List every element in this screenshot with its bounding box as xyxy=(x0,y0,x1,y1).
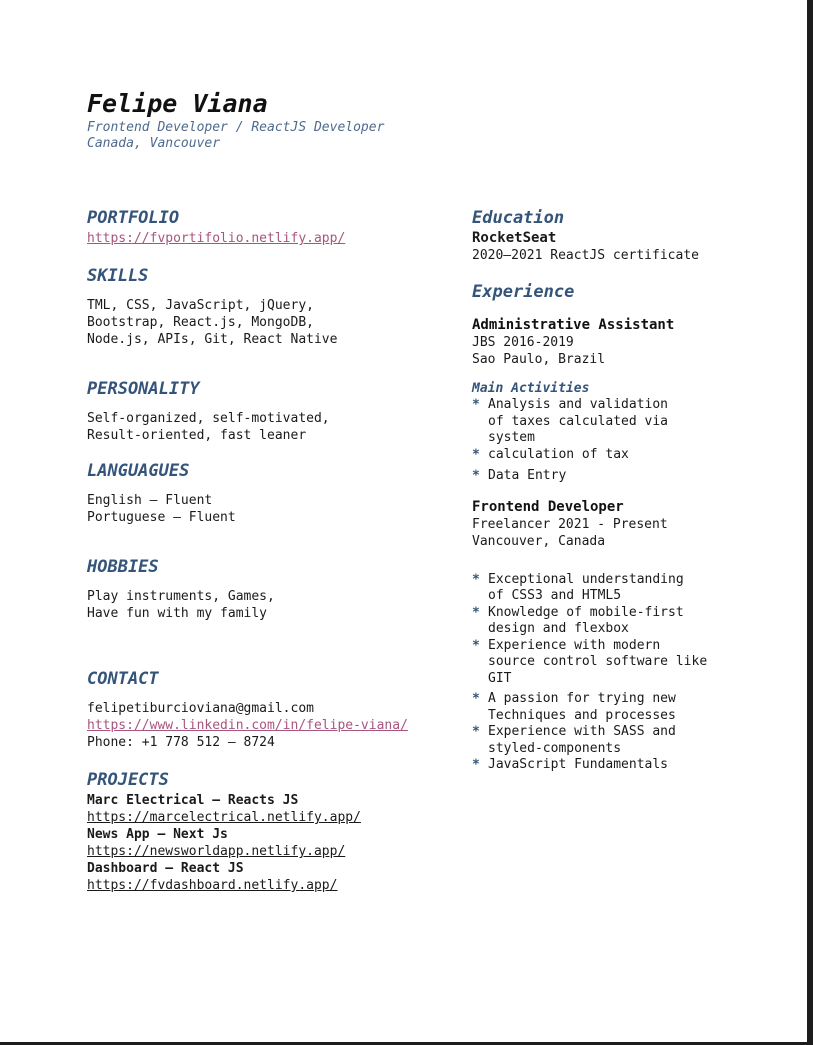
project-name: News App – Next Js xyxy=(87,827,228,842)
portfolio-title: PORTFOLIO xyxy=(87,208,180,228)
job-title: Frontend Developer xyxy=(472,498,624,515)
bullet-text: A passion for trying new Techniques and processes xyxy=(488,691,676,723)
resume-header xyxy=(87,88,384,152)
job-bullets xyxy=(472,572,772,774)
activity-bullet xyxy=(472,397,772,447)
bullet-text: Knowledge of mobile-first design and flexbox xyxy=(488,604,684,636)
projects-section xyxy=(87,768,447,894)
project-name: Dashboard – React JS xyxy=(87,861,244,876)
bullet-star-icon: * xyxy=(472,724,480,739)
contact-email[interactable]: felipetiburcioviana@gmail.com xyxy=(87,701,314,716)
bullet-text: Experience with SASS and styled-components xyxy=(488,724,676,756)
bullet-text: Exceptional understanding of CSS3 and HTML5 xyxy=(488,571,684,603)
contact-section xyxy=(87,667,447,751)
bullet-text: Experience with modern source control software like GIT xyxy=(488,637,708,686)
candidate-name: Felipe Viana xyxy=(87,89,268,118)
portfolio-section xyxy=(87,206,447,247)
personality-section xyxy=(87,377,447,444)
bullet-text: JavaScript Fundamentals xyxy=(488,757,669,772)
languages-title: LANGUAGUES xyxy=(87,461,190,481)
job-place: Vancouver, Canada xyxy=(472,533,606,549)
candidate-location: Canada, Vancouver xyxy=(87,136,221,151)
job-entry xyxy=(472,316,772,485)
project-link[interactable]: https://marcelectrical.netlify.app/ xyxy=(87,810,361,825)
experience-section xyxy=(472,280,772,774)
portfolio-link[interactable]: https://fvportifolio.netlify.app/ xyxy=(87,231,346,246)
job-company: Freelancer 2021 - Present xyxy=(472,516,668,532)
activity-bullet xyxy=(472,605,772,638)
activity-bullet xyxy=(472,572,772,605)
page-edge-right xyxy=(807,0,813,1045)
activity-bullet xyxy=(472,724,772,757)
activity-bullet xyxy=(472,638,772,688)
education-detail: 2020–2021 ReactJS certificate xyxy=(472,248,699,263)
bullet-star-icon: * xyxy=(472,571,480,587)
hobbies-text: Play instruments, Games, Have fun with my family xyxy=(87,589,275,621)
skills-title: SKILLS xyxy=(87,266,149,286)
project-name: Marc Electrical – Reacts JS xyxy=(87,793,299,808)
hobbies-title: HOBBIES xyxy=(87,557,159,577)
projects-title: PROJECTS xyxy=(87,770,169,790)
project-link[interactable]: https://newsworldapp.netlify.app/ xyxy=(87,844,346,859)
personality-text: Self-organized, self-motivated, Result-oriented, fast leaner xyxy=(87,411,330,443)
bullet-star-icon: * xyxy=(472,691,480,706)
hobbies-section xyxy=(87,555,447,622)
bullet-star-icon: * xyxy=(472,757,480,772)
main-activities-heading: Main Activities xyxy=(472,381,590,396)
skills-text: TML, CSS, JavaScript, jQuery, Bootstrap, React.js, MongoDB, Node.js, APIs, Git, React Native xyxy=(87,298,338,347)
personality-title: PERSONALITY xyxy=(87,379,200,399)
left-column xyxy=(87,206,447,894)
languages-text: English – Fluent Portuguese – Fluent xyxy=(87,493,236,525)
job-title: Administrative Assistant xyxy=(472,317,675,333)
candidate-role: Frontend Developer / ReactJS Developer xyxy=(87,120,385,135)
bullet-star-icon: * xyxy=(472,468,480,483)
bullet-text: calculation of tax xyxy=(488,446,629,462)
experience-title: Experience xyxy=(472,282,575,302)
activity-bullet xyxy=(472,447,772,464)
bullet-star-icon: * xyxy=(472,637,480,653)
activity-bullet xyxy=(472,691,772,724)
education-section xyxy=(472,206,772,264)
activity-bullet xyxy=(472,468,772,485)
bullet-star-icon: * xyxy=(472,604,480,620)
activity-bullet xyxy=(472,757,772,774)
bullet-star-icon: * xyxy=(472,446,480,462)
job-place: Sao Paulo, Brazil xyxy=(472,352,606,367)
linkedin-link[interactable]: https://www.linkedin.com/in/felipe-viana/ xyxy=(87,718,408,733)
bullet-text: Data Entry xyxy=(488,468,567,483)
education-school: RocketSeat xyxy=(472,230,557,246)
job-company: JBS 2016-2019 xyxy=(472,335,574,350)
job-entry xyxy=(472,498,772,774)
project-link[interactable]: https://fvdashboard.netlify.app/ xyxy=(87,878,338,893)
right-column xyxy=(472,206,772,774)
bullet-star-icon: * xyxy=(472,397,480,412)
contact-phone: Phone: +1 778 512 – 8724 xyxy=(87,735,275,750)
languages-section xyxy=(87,459,447,526)
contact-title: CONTACT xyxy=(87,669,159,689)
education-title: Education xyxy=(472,208,565,228)
bullet-text: Analysis and validation of taxes calculated via system xyxy=(488,397,669,445)
skills-section xyxy=(87,264,447,348)
